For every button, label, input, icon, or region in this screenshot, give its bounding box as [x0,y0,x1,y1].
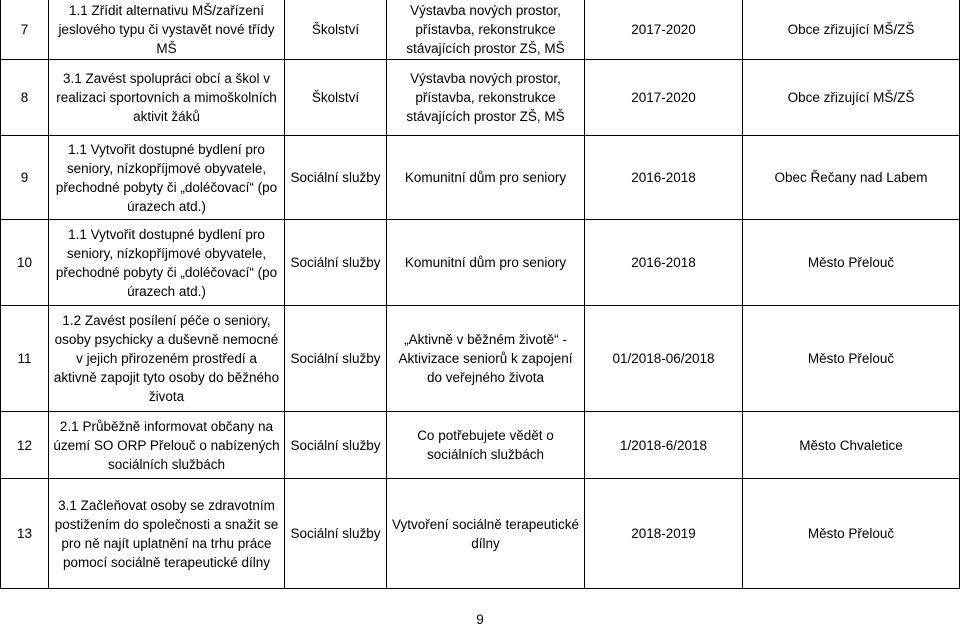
table-row [1,220,960,306]
table-row [1,136,960,220]
period-cell: 1/2018-6/2018 [585,412,743,479]
period-cell: 01/2018-06/2018 [585,306,743,412]
row-number: 11 [1,306,49,412]
row-number: 7 [1,0,49,60]
table-row [1,306,960,412]
owner-cell: Obce zřizující MŠ/ZŠ [743,0,960,60]
owner-cell: Město Chvaletice [743,412,960,479]
project-cell: Vytvoření sociálně terapeutické dílny [387,479,585,589]
table-row [1,0,960,60]
measure-cell: 1.2 Zavést posílení péče o seniory, osoby psychicky a duševně nemocné v jejich přirozeném prostředí a aktivně zapojit tyto osoby do běžného života [49,306,285,412]
owner-cell: Obec Řečany nad Labem [743,136,960,220]
row-number: 10 [1,220,49,306]
project-cell: Komunitní dům pro seniory [387,220,585,306]
row-number: 8 [1,60,49,136]
measure-cell: 1.1 Zřídit alternativu MŠ/zařízení jeslového typu či vystavět nové třídy MŠ [49,0,285,60]
owner-cell: Město Přelouč [743,479,960,589]
page-number: 9 [476,612,484,627]
owner-cell: Obce zřizující MŠ/ZŠ [743,60,960,136]
area-cell: Sociální služby [285,136,387,220]
project-cell: Výstavba nových prostor, přístavba, rekonstrukce stávajících prostor ZŠ, MŠ [387,0,585,60]
area-cell: Školství [285,60,387,136]
table-row [1,412,960,479]
project-cell: „Aktivně v běžném životě“ - Aktivizace seniorů k zapojení do veřejného života [387,306,585,412]
table-row [1,60,960,136]
measure-cell: 1.1 Vytvořit dostupné bydlení pro seniory, nízkopříjmové obyvatele, přechodné pobyty či „doléčovací“ (po úrazech atd.) [49,136,285,220]
area-cell: Sociální služby [285,220,387,306]
measure-cell: 3.1 Začleňovat osoby se zdravotním postižením do společnosti a snažit se pro ně najít uplatnění na trhu práce pomocí sociálně terapeutické dílny [49,479,285,589]
measure-cell: 3.1 Zavést spolupráci obcí a škol v realizaci sportovních a mimoškolních aktivit žáků [49,60,285,136]
owner-cell: Město Přelouč [743,306,960,412]
area-cell: Sociální služby [285,412,387,479]
period-cell: 2017-2020 [585,60,743,136]
row-number: 12 [1,412,49,479]
measure-cell: 1.1 Vytvořit dostupné bydlení pro seniory, nízkopříjmové obyvatele, přechodné pobyty či „doléčovací“ (po úrazech atd.) [49,220,285,306]
row-number: 9 [1,136,49,220]
project-cell: Komunitní dům pro seniory [387,136,585,220]
period-cell: 2017-2020 [585,0,743,60]
project-cell: Výstavba nových prostor, přístavba, rekonstrukce stávajících prostor ZŠ, MŠ [387,60,585,136]
period-cell: 2018-2019 [585,479,743,589]
row-number: 13 [1,479,49,589]
area-cell: Sociální služby [285,479,387,589]
period-cell: 2016-2018 [585,136,743,220]
period-cell: 2016-2018 [585,220,743,306]
owner-cell: Město Přelouč [743,220,960,306]
project-cell: Co potřebujete vědět o sociálních službách [387,412,585,479]
area-cell: Sociální služby [285,306,387,412]
measure-cell: 2.1 Průběžně informovat občany na území SO ORP Přelouč o nabízených sociálních službách [49,412,285,479]
area-cell: Školství [285,0,387,60]
table-row [1,479,960,589]
